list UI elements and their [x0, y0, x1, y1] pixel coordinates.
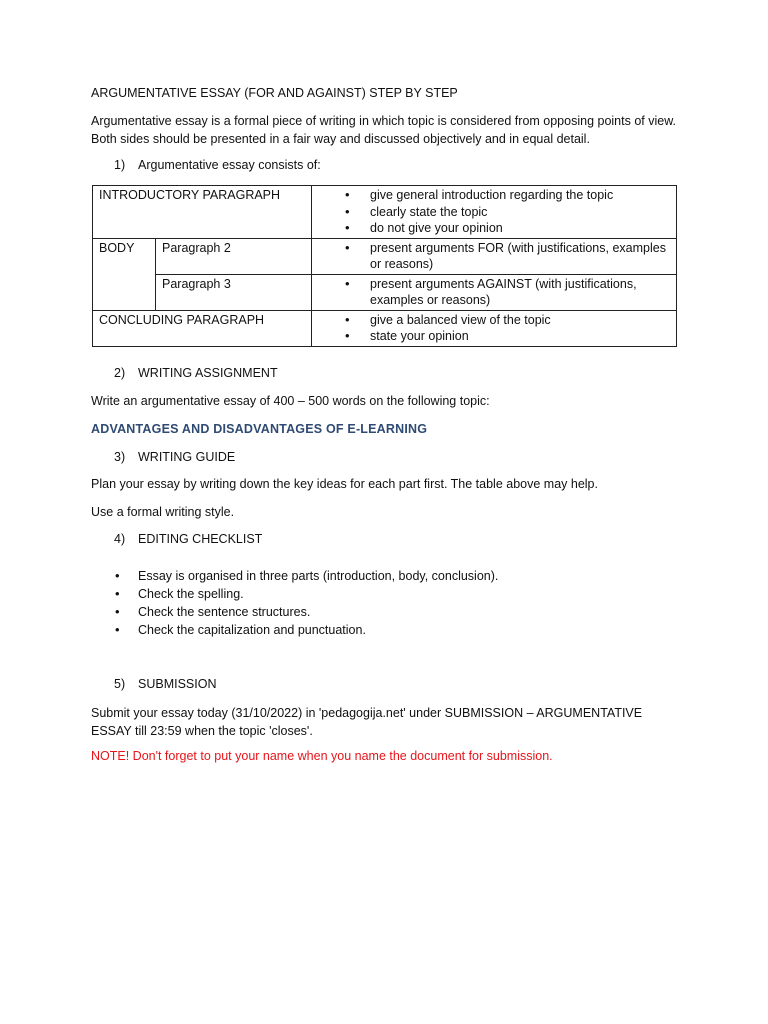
- paragraph-2-list: [318, 240, 670, 273]
- paragraph-2-point-cell: [312, 238, 677, 274]
- paragraph-2-label: Paragraph 2: [162, 240, 231, 255]
- conclusion-label-cell: [93, 310, 312, 346]
- conclusion-points-list: [318, 312, 670, 345]
- conclusion-points-cell: [312, 310, 677, 346]
- list-item: • do not give your opinion: [318, 220, 670, 237]
- list-item: • present arguments FOR (with justifications, examples or reasons): [318, 240, 670, 273]
- list-item: • Essay is organised in three parts (introduction, body, conclusion).: [114, 567, 498, 585]
- essay-structure-table: [92, 185, 677, 347]
- list-item: • state your opinion: [318, 328, 670, 345]
- section-1-heading: [114, 158, 321, 172]
- guide-text-style: Use a formal writing style.: [91, 505, 235, 519]
- section-label: WRITING ASSIGNMENT: [138, 366, 278, 380]
- intro-label-cell: [93, 186, 312, 239]
- document-title: ARGUMENTATIVE ESSAY (FOR AND AGAINST) STEP BY STEP: [91, 86, 458, 100]
- section-label: Argumentative essay consists of:: [138, 158, 321, 172]
- section-2-heading: [114, 366, 278, 380]
- table-row: [93, 274, 677, 310]
- section-label: SUBMISSION: [138, 677, 217, 691]
- section-label: EDITING CHECKLIST: [138, 532, 263, 546]
- assignment-text: Write an argumentative essay of 400 – 500 words on the following topic:: [91, 394, 490, 408]
- essay-topic: ADVANTAGES AND DISADVANTAGES OF E-LEARNING: [91, 422, 428, 436]
- list-item: • Check the capitalization and punctuation.: [114, 621, 498, 639]
- editing-checklist: [114, 567, 498, 639]
- section-number: 5): [114, 677, 126, 691]
- list-item: • Check the sentence structures.: [114, 603, 498, 621]
- intro-label: INTRODUCTORY PARAGRAPH: [99, 188, 281, 202]
- intro-paragraph: Argumentative essay is a formal piece of writing in which topic is considered from opposing points of view. Both sides should be presented in a fair way and discussed objectively and in equal detail.: [91, 114, 677, 146]
- paragraph-3-label-cell: [156, 274, 312, 310]
- list-item: • give general introduction regarding the topic: [318, 187, 670, 204]
- table-row: [93, 186, 677, 239]
- intro-points-cell: [312, 186, 677, 239]
- table-row: [93, 310, 677, 346]
- section-4-heading: [114, 532, 262, 546]
- section-number: 3): [114, 450, 126, 464]
- submission-text: Submit your essay today (31/10/2022) in 'pedagogija.net' under SUBMISSION – ARGUMENTATIVE ESSAY till 23:59 when the topic 'closes'.: [91, 706, 643, 738]
- table-row: [93, 238, 677, 274]
- paragraph-3-point-cell: [312, 274, 677, 310]
- list-item: • give a balanced view of the topic: [318, 312, 670, 329]
- section-5-heading: [114, 677, 217, 691]
- section-number: 2): [114, 366, 126, 380]
- intro-points-list: [318, 187, 670, 237]
- submission-note: NOTE! Don't forget to put your name when you name the document for submission.: [91, 749, 553, 763]
- section-3-heading: [114, 450, 235, 464]
- section-label: WRITING GUIDE: [138, 450, 236, 464]
- list-item: • clearly state the topic: [318, 204, 670, 221]
- section-number: 4): [114, 532, 126, 546]
- section-number: 1): [114, 158, 126, 172]
- paragraph-2-label-cell: [156, 238, 312, 274]
- paragraph-3-label: Paragraph 3: [162, 276, 231, 291]
- conclusion-label: CONCLUDING PARAGRAPH: [99, 312, 265, 327]
- list-item: • present arguments AGAINST (with justifications, examples or reasons): [318, 276, 670, 309]
- body-label-cell: [93, 238, 156, 310]
- paragraph-3-list: [318, 276, 670, 309]
- guide-text-plan: Plan your essay by writing down the key ideas for each part first. The table above may help.: [91, 477, 598, 491]
- list-item: • Check the spelling.: [114, 585, 498, 603]
- body-label: BODY: [99, 240, 135, 255]
